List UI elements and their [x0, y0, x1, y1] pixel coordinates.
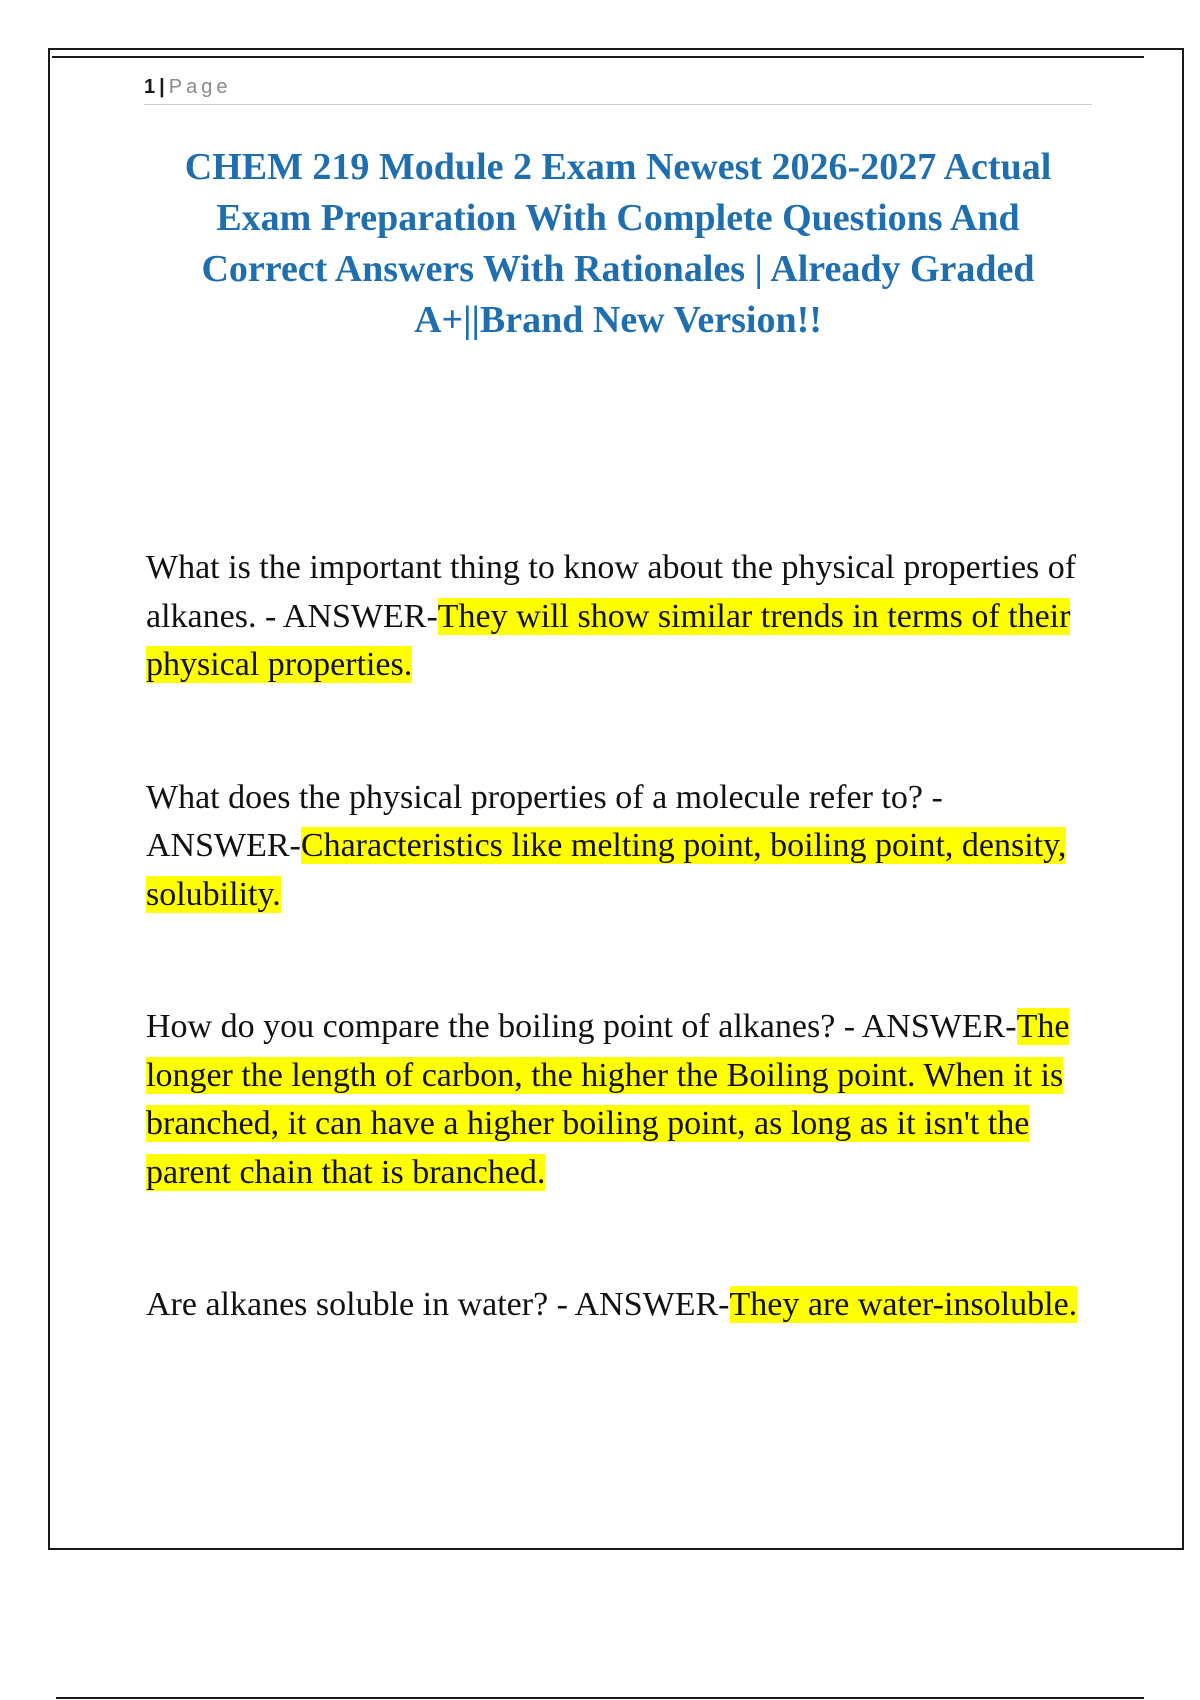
answer-text: They will show similar trends in terms of their physical properties. — [146, 597, 1071, 683]
next-page-top-rule — [56, 1697, 1144, 1699]
qa-list — [146, 544, 1092, 1414]
question-text: What does the physical properties of a molecule refer to? - ANSWER- — [146, 778, 943, 864]
answer-text: They are water-insoluble. — [729, 1286, 1078, 1323]
answer-text: Characteristics like melting point, boiling point, density, solubility. — [146, 827, 1067, 913]
page-number: 1 — [144, 76, 156, 98]
qa-item — [146, 774, 1092, 920]
qa-item — [146, 1281, 1092, 1330]
qa-item — [146, 544, 1092, 690]
page-label: Page — [168, 76, 232, 98]
answer-text: The longer the length of carbon, the higher the Boiling point. When it is branched, it can have a higher boiling point, as long as it isn't the parent chain that is branched. — [146, 1008, 1070, 1191]
top-rule — [52, 56, 1144, 58]
question-text: What is the important thing to know about the physical properties of alkanes. - ANSWER- — [146, 549, 1077, 635]
qa-item — [146, 1003, 1092, 1197]
question-text: How do you compare the boiling point of alkanes? - ANSWER- — [146, 1008, 1017, 1045]
page-header — [144, 74, 1092, 105]
question-text: Are alkanes soluble in water? - ANSWER- — [146, 1286, 730, 1323]
document-title: CHEM 219 Module 2 Exam Newest 2026-2027 Actual Exam Preparation With Complete Questions And Correct Answers With Rationales | Already Graded A+||Brand New Version!! — [184, 146, 1052, 341]
page-separator: | — [159, 76, 165, 98]
